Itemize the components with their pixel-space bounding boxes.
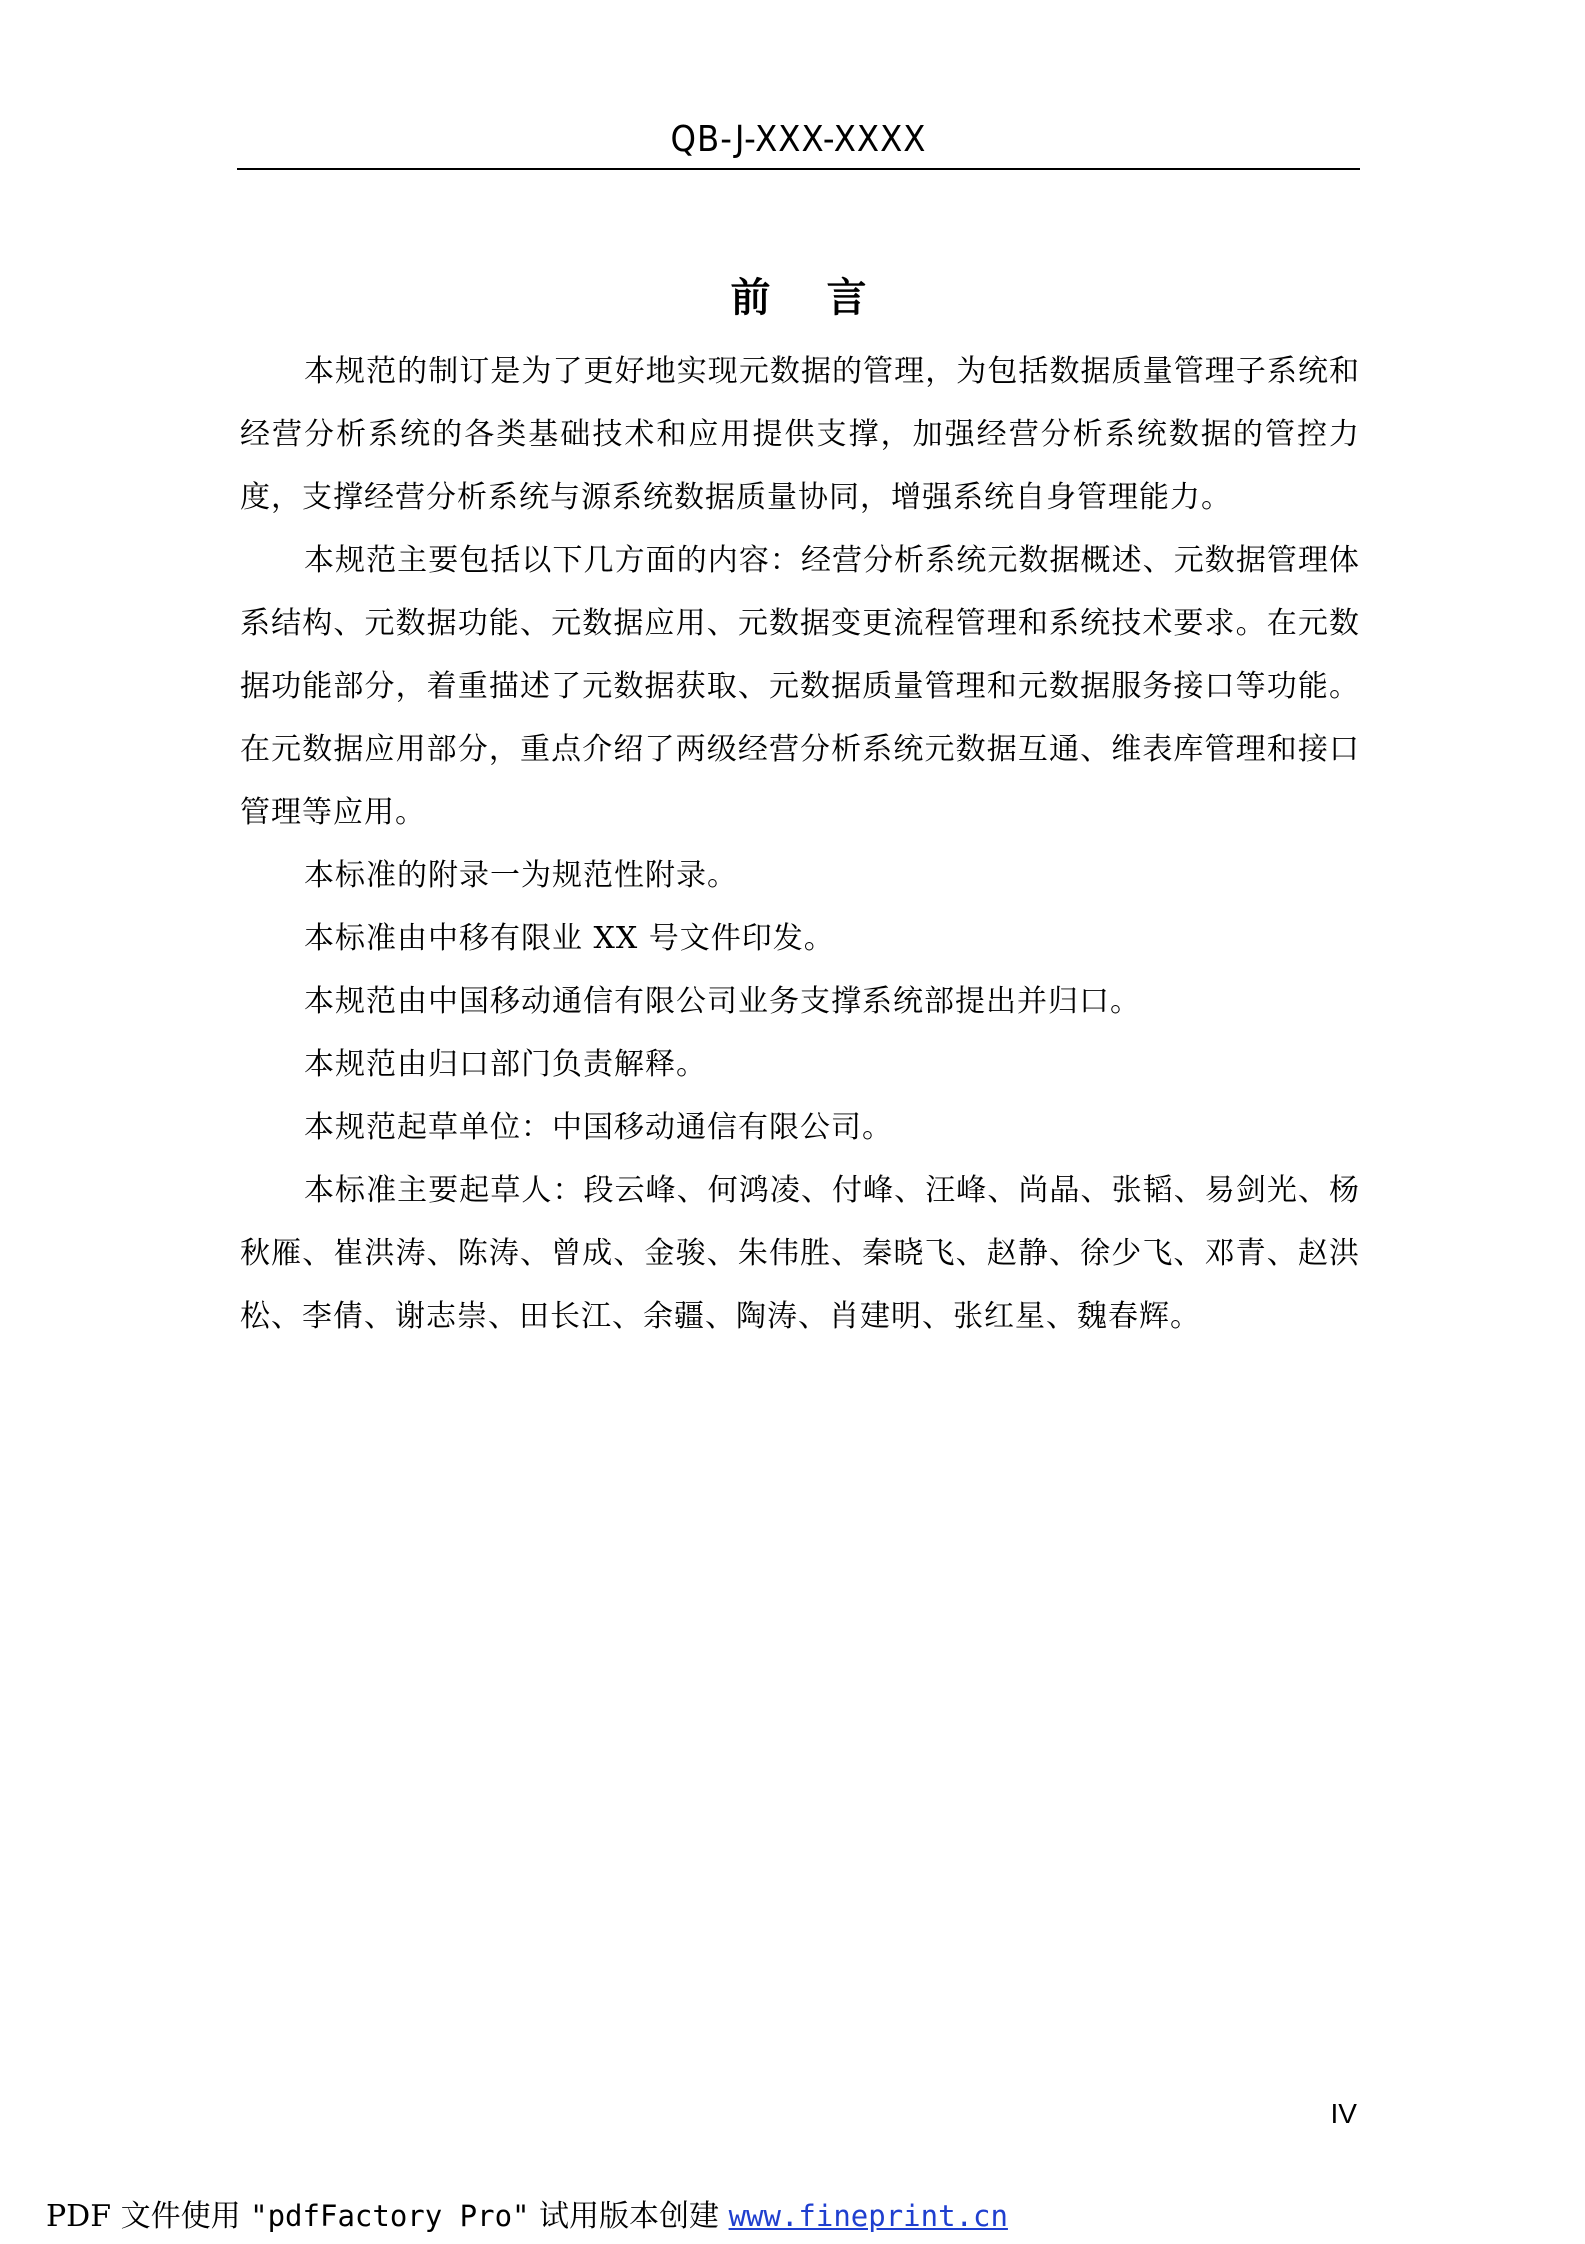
footer-link[interactable]: www.fineprint.cn	[728, 2199, 1008, 2233]
paragraph-appendix: 本标准的附录一为规范性附录。	[304, 858, 738, 893]
document-code: QB-J-XXX-XXXX	[670, 119, 927, 160]
paragraph-drafters: 本标准主要起草人：段云峰、何鸿凌、付峰、汪峰、尚晶、张韬、易剑光、杨秋雁、崔洪涛、陈涛、曾成、金骏、朱伟胜、秦晓飞、赵静、徐少飞、邓青、赵洪松、李倩、谢志崇、田长江、余疆、陶涛、肖建明、张红星、魏春辉。	[240, 1173, 1360, 1334]
section-title: 前言	[730, 274, 923, 321]
paragraph-issued-by: 本标准由中移有限业 XX 号文件印发。	[304, 921, 835, 956]
footer-prefix: PDF 文件使用	[46, 2199, 251, 2234]
footer-product: "pdfFactory Pro"	[250, 2199, 530, 2233]
paragraph-drafting-unit: 本规范起草单位：中国移动通信有限公司。	[304, 1110, 893, 1145]
header-divider	[237, 168, 1360, 170]
page-number: IV	[1330, 2098, 1357, 2129]
paragraph-interpretation: 本规范由归口部门负责解释。	[304, 1047, 707, 1082]
paragraph-contents: 本规范主要包括以下几方面的内容：经营分析系统元数据概述、元数据管理体系结构、元数据功能、元数据应用、元数据变更流程管理和系统技术要求。在元数据功能部分，着重描述了元数据获取、元数据质量管理和元数据服务接口等功能。在元数据应用部分，重点介绍了两级经营分析系统元数据互通、维表库管理和接口管理等应用。	[240, 543, 1360, 830]
footer-middle: 试用版本创建	[529, 2199, 729, 2234]
paragraph-proposed-by: 本规范由中国移动通信有限公司业务支撑系统部提出并归口。	[304, 984, 1141, 1019]
preface-body	[240, 340, 1360, 1348]
pdf-watermark-footer	[46, 2196, 1008, 2237]
paragraph-purpose: 本规范的制订是为了更好地实现元数据的管理，为包括数据质量管理子系统和经营分析系统的各类基础技术和应用提供支撑，加强经营分析系统数据的管控力度，支撑经营分析系统与源系统数据质量协同，增强系统自身管理能力。	[240, 354, 1360, 515]
